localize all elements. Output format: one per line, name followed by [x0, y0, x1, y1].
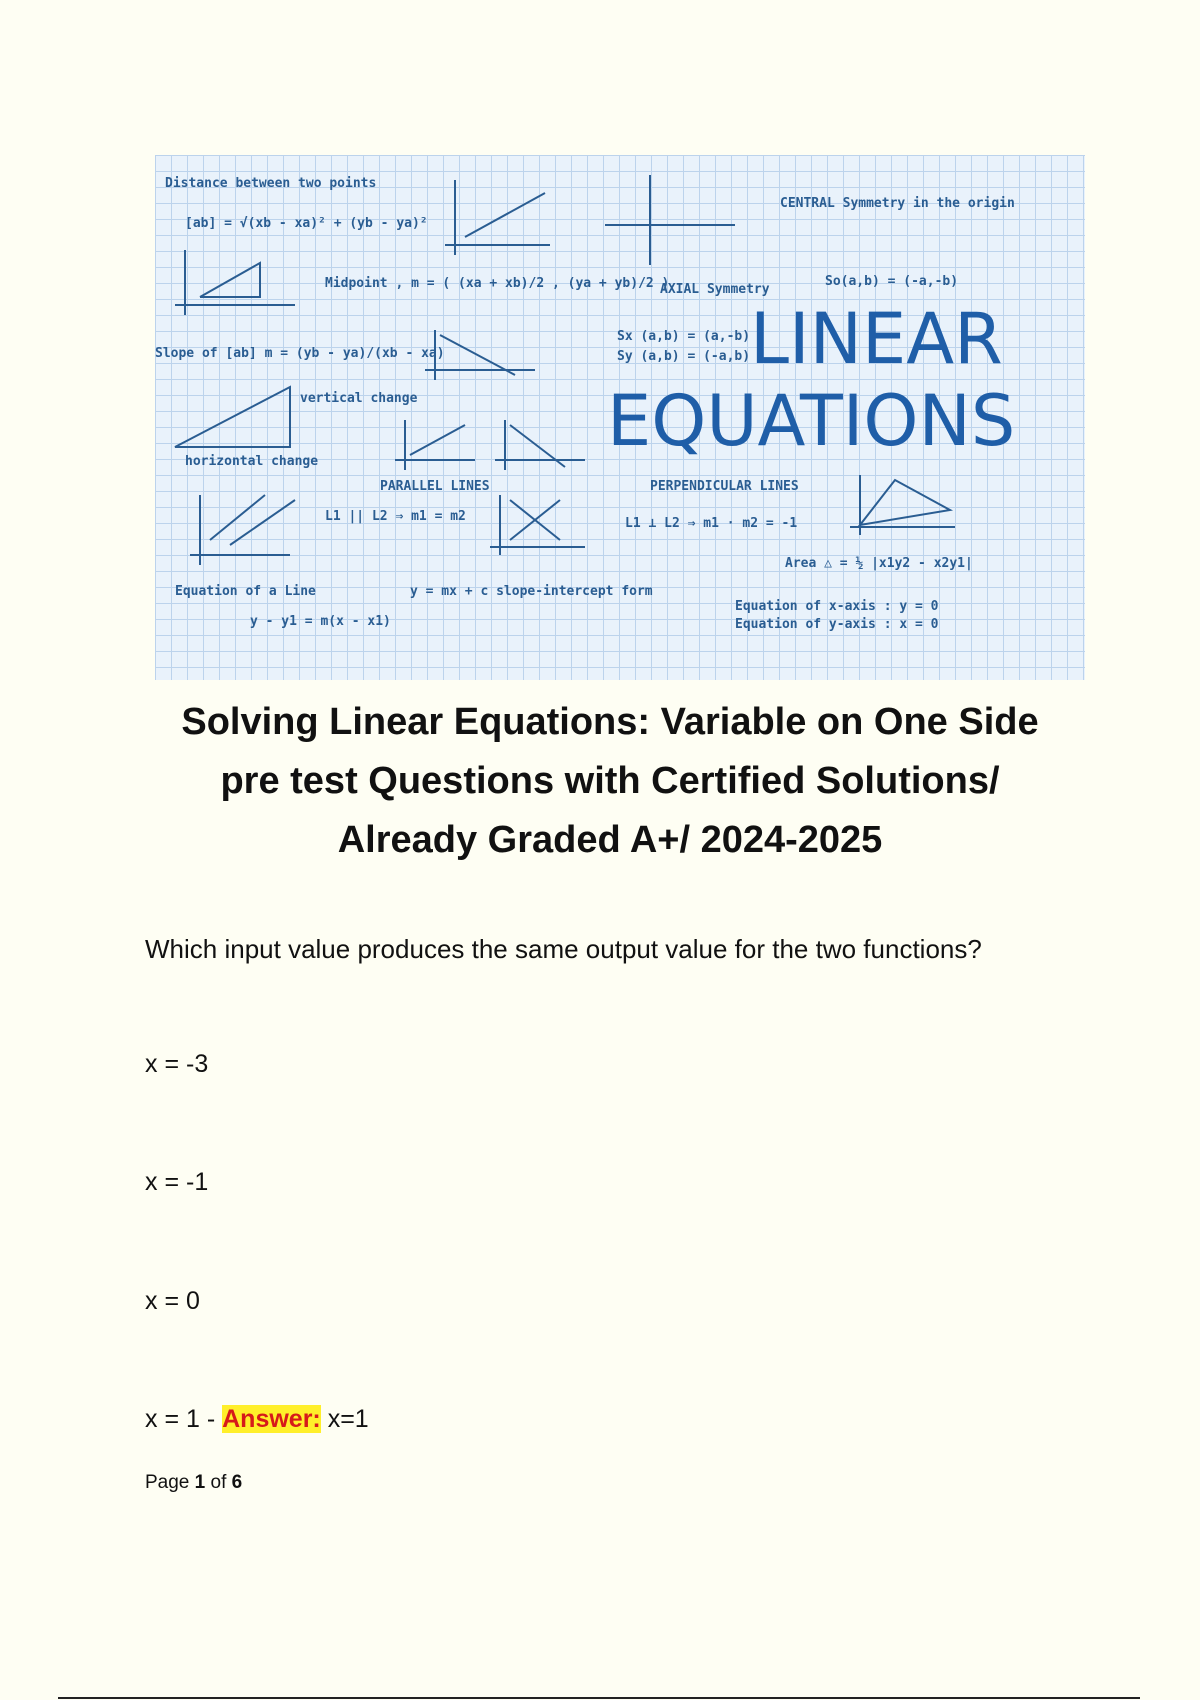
question-text: Which input value produces the same output value for the two functions?: [145, 934, 982, 964]
note-x-axis: Equation of x-axis : y = 0: [735, 599, 939, 614]
banner-heading-linear: LINEAR: [750, 298, 1003, 380]
option-a: x = -3: [145, 1050, 209, 1078]
page-current: 1: [194, 1472, 206, 1493]
title-line-1: Solving Linear Equations: Variable on One Side: [181, 701, 1039, 743]
note-distance: Distance between two points: [165, 176, 377, 191]
note-central-symmetry: CENTRAL Symmetry in the origin: [780, 196, 1015, 211]
note-distance-formula: [ab] = √(xb - xa)² + (yb - ya)²: [185, 216, 428, 231]
note-horizontal-change: horizontal change: [185, 454, 319, 469]
note-axial-symmetry: AXIAL Symmetry: [660, 282, 770, 297]
option-c: x = 0: [145, 1287, 200, 1315]
note-perpendicular-lines: PERPENDICULAR LINES: [650, 479, 799, 494]
note-perpendicular-rule: L1 ⊥ L2 ⇒ m1 · m2 = -1: [625, 516, 798, 531]
note-y-axis: Equation of y-axis : x = 0: [735, 617, 939, 632]
page-of-word: of: [205, 1472, 232, 1493]
option-d: x = 1 -: [145, 1405, 223, 1433]
note-midpoint: Midpoint , m = ( (xa + xb)/2 , (ya + yb)/2 ): [325, 276, 670, 291]
page-bottom-rule: [58, 1697, 1140, 1699]
note-parallel-lines: PARALLEL LINES: [380, 479, 490, 494]
note-sx-rule: Sx (a,b) = (a,-b): [617, 329, 751, 344]
banner-illustration: [155, 155, 1085, 680]
note-equation-of-line: Equation of a Line: [175, 584, 316, 599]
option-d-with-answer: [145, 1405, 369, 1434]
note-point-slope: y - y1 = m(x - x1): [250, 614, 391, 629]
note-sy-rule: Sy (a,b) = (-a,b): [617, 349, 751, 364]
page-footer: [145, 1472, 242, 1494]
answer-value: x=1: [320, 1405, 369, 1433]
note-vertical-change: vertical change: [300, 391, 418, 406]
linear-equations-banner-image: [155, 155, 1085, 680]
document-title: [120, 693, 1100, 870]
axis-graph-icon: [445, 175, 735, 265]
note-so-rule: So(a,b) = (-a,-b): [825, 274, 959, 289]
option-b: x = -1: [145, 1168, 209, 1196]
page-word: Page: [145, 1472, 195, 1493]
note-slope: Slope of [ab] m = (yb - ya)/(xb - xa): [155, 346, 445, 361]
note-area: Area △ = ½ |x1y2 - x2y1|: [785, 556, 973, 571]
note-parallel-rule: L1 || L2 ⇒ m1 = m2: [325, 509, 466, 524]
distance-graph-icon: [175, 250, 295, 315]
parallel-lines-icon: [190, 475, 955, 565]
page-total: 6: [231, 1472, 243, 1493]
note-slope-intercept: y = mx + c slope-intercept form: [410, 584, 653, 599]
title-line-2: pre test Questions with Certified Solutions/: [220, 760, 1000, 802]
title-line-3: Already Graded A+/ 2024-2025: [337, 819, 883, 861]
answer-label: Answer:: [222, 1405, 321, 1433]
banner-heading-equations: EQUATIONS: [607, 380, 1016, 462]
